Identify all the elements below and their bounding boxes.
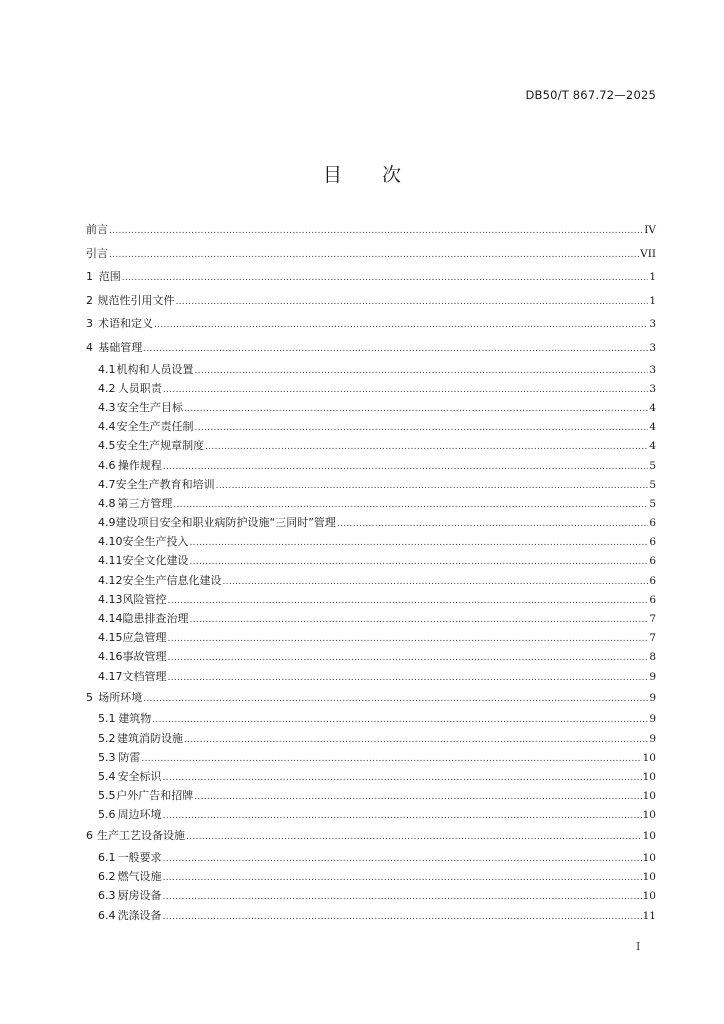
toc-entry-label: 一般要求 (117, 851, 162, 865)
toc-dot-leader (109, 220, 643, 244)
toc-entry-page: 9 (649, 713, 656, 726)
toc-entry-page: 6 (649, 555, 656, 568)
toc-dot-leader (122, 267, 649, 291)
toc-entry-number: 4.10 (98, 535, 123, 549)
toc-entry-number: 5.2 (98, 731, 116, 745)
toc-dot-leader (163, 888, 642, 907)
toc-entry-number: 4 (86, 340, 93, 354)
toc-dot-leader (163, 807, 642, 826)
toc-entry[interactable] (86, 289, 656, 313)
toc-entry-page: 3 (649, 382, 656, 395)
toc-entry-number: 4.9 (98, 516, 116, 530)
toc-entry[interactable] (86, 551, 656, 570)
toc-entry-number: 4.11 (98, 554, 123, 568)
toc-entry-number: 4.6 (98, 458, 116, 472)
toc-dot-leader (143, 338, 648, 362)
toc-entry-label: 厨房设备 (117, 889, 162, 903)
toc-entry-page: 9 (649, 670, 656, 683)
toc-entry-label: 安全生产规章制度 (116, 439, 205, 453)
toc-entry[interactable] (86, 456, 656, 475)
toc-dot-leader (337, 515, 648, 534)
toc-entry-page: 10 (642, 770, 656, 783)
toc-entry[interactable] (86, 628, 656, 647)
toc-entry[interactable] (86, 417, 656, 436)
toc-entry-label: 户外广告和招牌 (116, 789, 194, 803)
toc-entry-number: 6.4 (98, 908, 116, 922)
toc-dot-leader (163, 381, 649, 400)
toc-entry-page: 3 (649, 341, 656, 354)
toc-dot-leader (184, 731, 648, 750)
toc-entry[interactable] (86, 265, 656, 289)
toc-entry-number: 6.2 (98, 870, 116, 884)
toc-entry-label: 防雷 (118, 750, 141, 764)
toc-entry[interactable] (86, 748, 656, 767)
toc-entry-number: 3 (86, 317, 93, 331)
toc-dot-leader (195, 362, 649, 381)
toc-entry-label: 基础管理 (98, 340, 143, 354)
toc-entry[interactable] (86, 686, 656, 710)
toc-entry-label: 机构和人员设置 (116, 362, 194, 376)
table-of-contents (86, 218, 656, 925)
toc-entry-number: 4.1 (98, 362, 116, 376)
toc-entry-label: 燃气设施 (117, 870, 162, 884)
toc-entry-page: 6 (649, 517, 656, 530)
toc-entry-number: 4.5 (98, 439, 116, 453)
toc-entry[interactable] (86, 609, 656, 628)
toc-entry[interactable] (86, 360, 656, 379)
toc-entry-number: 5.4 (98, 769, 116, 783)
toc-entry-page: 10 (642, 809, 656, 822)
toc-dot-leader (141, 750, 641, 769)
toc-entry-number: 5.3 (98, 750, 116, 764)
toc-entry[interactable] (86, 590, 656, 609)
toc-entry-label: 人员职责 (117, 381, 162, 395)
toc-dot-leader (109, 244, 639, 268)
toc-entry[interactable] (86, 436, 656, 455)
title-part-2: 次 (382, 164, 402, 186)
toc-entry-label: 规范性引用文件 (97, 293, 175, 307)
toc-entry[interactable] (86, 867, 656, 886)
toc-dot-leader (168, 649, 649, 668)
toc-entry-page: IV (644, 224, 656, 236)
toc-entry-label: 第三方管理 (117, 496, 173, 510)
toc-dot-leader (168, 592, 649, 611)
toc-entry-number: 6.3 (98, 889, 116, 903)
page-title (0, 160, 724, 187)
toc-entry-page: 4 (649, 401, 656, 414)
toc-dot-leader (190, 553, 649, 572)
toc-entry-page: 10 (642, 890, 656, 903)
toc-entry-label: 文档管理 (122, 669, 167, 683)
toc-entry-number: 6 (86, 829, 93, 843)
toc-entry-page: 7 (649, 632, 656, 645)
toc-entry[interactable] (86, 667, 656, 686)
toc-dot-leader (152, 711, 648, 730)
toc-entry-page: 7 (649, 613, 656, 625)
toc-entry-label: 安全生产信息化建设 (122, 573, 222, 587)
toc-entry-number: 4.13 (98, 592, 123, 606)
toc-entry-label: 安全生产教育和培训 (115, 477, 215, 491)
toc-entry-label: 术语和定义 (97, 317, 153, 331)
toc-entry-number: 4.3 (98, 400, 116, 414)
toc-entry[interactable] (86, 379, 656, 398)
toc-entry[interactable] (86, 767, 656, 786)
toc-entry[interactable] (86, 906, 656, 925)
toc-entry-page: 5 (649, 459, 656, 472)
toc-dot-leader (194, 788, 641, 807)
toc-entry-label: 安全生产目标 (116, 400, 183, 414)
toc-entry[interactable] (86, 571, 656, 590)
toc-entry-number: 5.1 (98, 712, 116, 726)
toc-entry-label: 安全生产投入 (122, 535, 189, 549)
toc-entry-number: 1 (86, 270, 93, 284)
toc-entry-page: 11 (642, 909, 656, 922)
toc-dot-leader (190, 611, 649, 630)
toc-entry-number: 4.4 (98, 420, 116, 434)
toc-entry-page: VII (640, 247, 656, 260)
toc-entry-number: 5 (86, 690, 93, 704)
toc-entry-label: 安全生产责任制 (116, 420, 194, 434)
toc-dot-leader (168, 669, 649, 688)
toc-dot-leader (190, 534, 649, 553)
toc-entry-page: 3 (649, 318, 656, 331)
toc-entry-label: 引言 (86, 246, 108, 260)
toc-entry-label: 安全文化建设 (122, 554, 189, 568)
toc-dot-leader (216, 477, 649, 496)
toc-entry-page: 9 (649, 691, 656, 704)
toc-entry-label: 建筑消防设施 (116, 731, 183, 745)
toc-dot-leader (154, 314, 648, 338)
toc-entry[interactable] (86, 475, 656, 494)
toc-entry[interactable] (86, 848, 656, 867)
toc-entry[interactable] (86, 336, 656, 360)
toc-entry-page: 4 (649, 440, 656, 453)
toc-entry[interactable] (86, 218, 656, 242)
toc-entry-page: 4 (649, 421, 656, 434)
toc-entry-label: 应急管理 (122, 631, 167, 645)
toc-entry-page: 10 (642, 830, 656, 843)
toc-entry-page: 9 (649, 732, 656, 745)
title-part-1: 目 (322, 164, 342, 186)
toc-entry-label: 风险管控 (122, 592, 167, 606)
toc-entry-label: 周边环境 (117, 808, 162, 822)
toc-entry-page: 5 (649, 478, 656, 491)
toc-entry-number: 4.8 (98, 496, 116, 510)
toc-entry-label: 隐患排查治理 (122, 612, 189, 625)
toc-dot-leader (184, 400, 648, 419)
toc-entry-number: 4.16 (98, 650, 123, 664)
toc-entry[interactable] (86, 312, 656, 336)
toc-entry-number: 4.2 (98, 381, 116, 395)
toc-entry-label: 洗涤设备 (117, 908, 162, 922)
toc-entry-page: 1 (649, 294, 656, 307)
toc-entry-page: 10 (642, 852, 656, 865)
toc-entry-page: 3 (649, 363, 656, 376)
toc-entry-label: 生产工艺设备设施 (97, 829, 186, 843)
toc-entry-number: 2 (86, 293, 93, 307)
toc-entry-page: 1 (649, 271, 656, 284)
toc-entry[interactable] (86, 494, 656, 513)
toc-dot-leader (163, 908, 642, 927)
toc-entry-page: 6 (649, 593, 656, 606)
toc-entry-number: 4.17 (98, 669, 123, 683)
toc-entry[interactable] (86, 709, 656, 728)
toc-entry[interactable] (86, 242, 656, 266)
toc-dot-leader (163, 850, 642, 869)
toc-dot-leader (205, 438, 648, 457)
toc-dot-leader (175, 291, 648, 315)
toc-entry[interactable] (86, 786, 656, 805)
toc-entry-number: 5.6 (98, 808, 116, 822)
toc-entry-number: 6.1 (98, 851, 116, 865)
toc-dot-leader (163, 869, 642, 888)
toc-dot-leader (143, 688, 648, 712)
toc-entry-number: 5.5 (98, 789, 116, 803)
toc-dot-leader (195, 419, 649, 438)
toc-entry-page: 10 (642, 871, 656, 884)
toc-entry-label: 操作规程 (117, 458, 162, 472)
toc-entry-page: 8 (649, 651, 656, 664)
toc-entry[interactable] (86, 729, 656, 748)
toc-entry-label: 范围 (98, 270, 121, 284)
toc-entry-number: 4.14 (98, 612, 123, 625)
toc-entry[interactable] (86, 513, 656, 532)
toc-entry-page: 10 (642, 790, 656, 803)
toc-entry-label: 安全标识 (117, 769, 162, 783)
toc-entry[interactable] (86, 886, 656, 905)
toc-entry-number: 4.15 (98, 631, 123, 645)
toc-entry-page: 5 (649, 497, 656, 510)
toc-dot-leader (186, 826, 642, 850)
toc-entry-number: 4.7 (98, 477, 116, 491)
toc-dot-leader (223, 573, 649, 592)
toc-dot-leader (163, 458, 649, 477)
toc-entry-label: 前言 (86, 223, 108, 236)
toc-entry[interactable] (86, 805, 656, 824)
toc-dot-leader (163, 769, 642, 788)
toc-entry-page: 6 (649, 536, 656, 549)
toc-entry-label: 建设项目安全和职业病防护设施“三同时”管理 (115, 516, 336, 530)
toc-entry[interactable] (86, 532, 656, 551)
toc-entry-number: 4.12 (98, 573, 123, 587)
toc-entry[interactable] (86, 398, 656, 417)
toc-entry[interactable] (86, 824, 656, 848)
page-number: I (636, 940, 641, 953)
toc-entry-label: 事故管理 (122, 650, 167, 664)
toc-entry-label: 场所环境 (98, 690, 143, 704)
toc-entry-page: 10 (642, 751, 656, 764)
toc-entry-label: 建筑物 (118, 712, 152, 726)
toc-entry[interactable] (86, 647, 656, 666)
toc-entry-page: 6 (649, 574, 656, 587)
document-code: DB50/T 867.72—2025 (525, 88, 656, 102)
toc-dot-leader (168, 630, 649, 649)
